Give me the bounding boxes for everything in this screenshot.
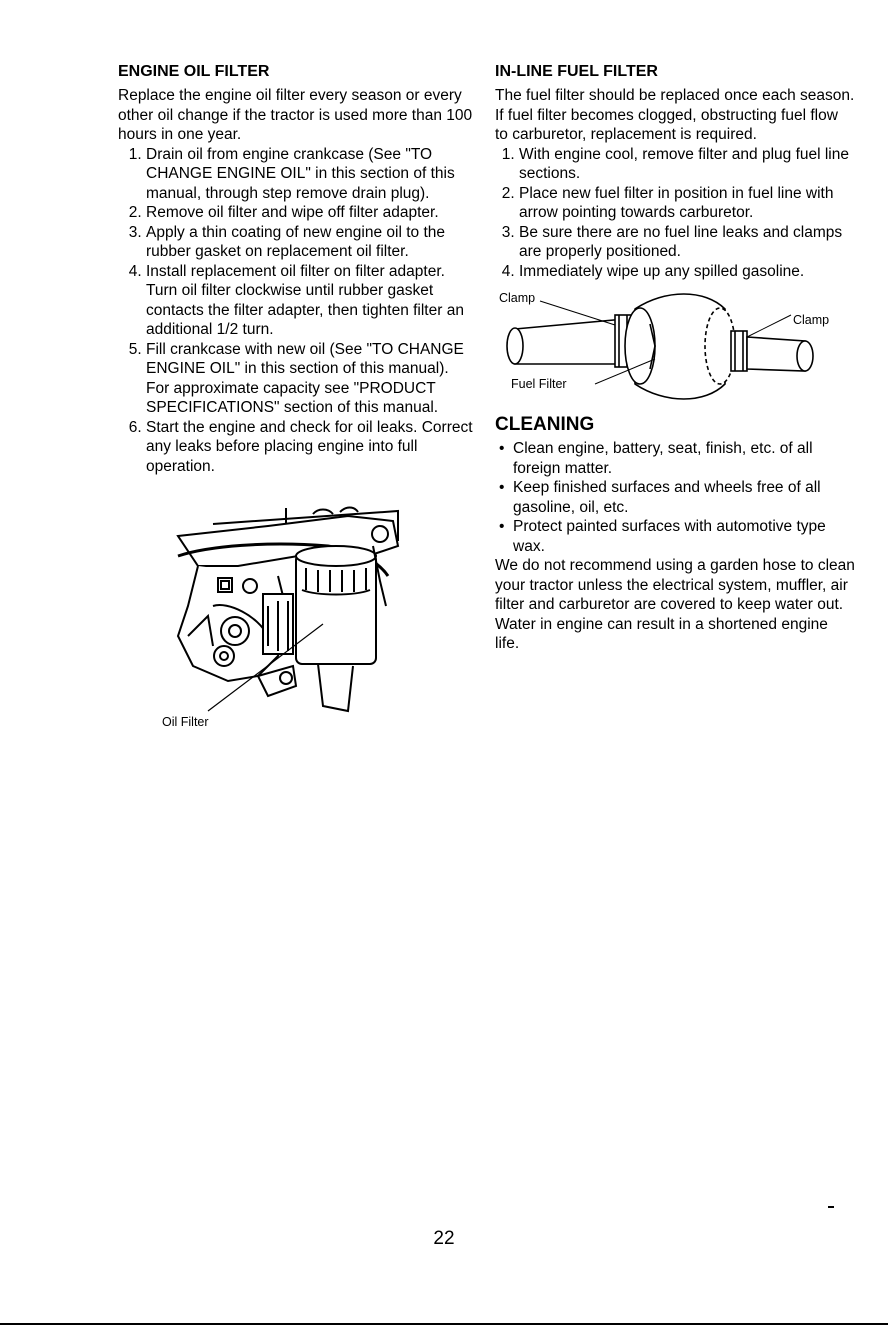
- oil-step-5: 5. Fill crankcase with new oil (See "TO CHANGE ENGINE OIL" in this section of this manual). For approximate capacity see "PRODUCT SPECIFICATIONS" section of this manual.: [146, 340, 473, 418]
- oil-step-2: 2. Remove oil filter and wipe off filter adapter.: [146, 203, 473, 223]
- cleaning-bullet-2: • Keep finished surfaces and wheels free of all gasoline, oil, etc.: [513, 478, 855, 517]
- fuel-step-4: 4. Immediately wipe up any spilled gasoline.: [519, 262, 855, 282]
- left-column: [118, 62, 473, 736]
- clamp-left-label: Clamp: [499, 291, 536, 305]
- oil-step-6: 6. Start the engine and check for oil leaks. Correct any leaks before placing engine into full operation.: [146, 418, 473, 477]
- clamp-right-label: Clamp: [793, 313, 830, 327]
- cleaning-bullets: [495, 439, 855, 556]
- engine-oil-filter-illustration: [118, 506, 473, 736]
- oil-step-1: 1. Drain oil from engine crankcase (See "TO CHANGE ENGINE OIL" in this section of this manual, through step remove drain plug).: [146, 145, 473, 204]
- cleaning-paragraph: We do not recommend using a garden hose to clean your tractor unless the electrical system, muffler, air filter and carburetor are covered to keep water out. Water in engine can result in a shortened engine life.: [495, 557, 855, 652]
- fuel-filter-intro: The fuel filter should be replaced once each season. If fuel filter becomes clogged, obstructing fuel flow to carburetor, replacement is required.: [495, 87, 855, 143]
- scan-mark: [828, 1206, 834, 1208]
- oil-filter-figure: [118, 506, 473, 736]
- oil-filter-label: Oil Filter: [162, 715, 209, 729]
- engine-oil-filter-intro: Replace the engine oil filter every season or every other oil change if the tractor is used more than 100 hours in one year.: [118, 87, 473, 143]
- cleaning-heading: CLEANING: [495, 414, 595, 435]
- engine-oil-filter-heading: ENGINE OIL FILTER: [118, 63, 270, 80]
- fuel-filter-label: Fuel Filter: [511, 377, 567, 391]
- oil-step-3: 3. Apply a thin coating of new engine oil to the rubber gasket on replacement oil filter.: [146, 223, 473, 262]
- bottom-rule: [0, 1323, 888, 1325]
- cleaning-bullet-1: • Clean engine, battery, seat, finish, etc. of all foreign matter.: [513, 439, 855, 478]
- fuel-filter-figure: [495, 289, 855, 409]
- fuel-step-2: 2. Place new fuel filter in position in fuel line with arrow pointing towards carburetor.: [519, 184, 855, 223]
- fuel-step-3: 3. Be sure there are no fuel line leaks and clamps are properly positioned.: [519, 223, 855, 262]
- fuel-step-1: 1. With engine cool, remove filter and plug fuel line sections.: [519, 145, 855, 184]
- oil-step-4: 4. Install replacement oil filter on filter adapter. Turn oil filter clockwise until rubber gasket contacts the filter adapter, then tighten filter an additional 1/2 turn.: [146, 262, 473, 340]
- cleaning-bullet-3: • Protect painted surfaces with automotive type wax.: [513, 517, 855, 556]
- engine-oil-filter-steps: [118, 145, 473, 477]
- fuel-filter-heading: IN-LINE FUEL FILTER: [495, 63, 658, 80]
- right-column: [495, 62, 855, 654]
- fuel-filter-steps: [495, 145, 855, 282]
- page-number: 22: [433, 1228, 455, 1249]
